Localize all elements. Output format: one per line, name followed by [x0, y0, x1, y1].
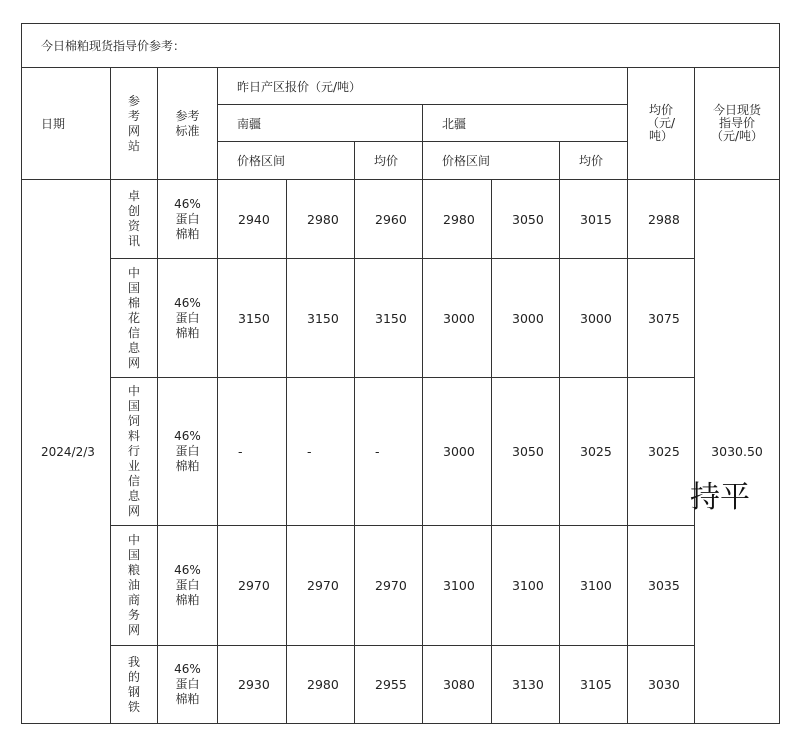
date-cell: 2024/2/3: [22, 180, 111, 724]
avg-cell: 3035: [628, 526, 695, 646]
avg-cell: 3030: [628, 646, 695, 724]
south-low-cell: 2940: [218, 180, 287, 259]
south-high-cell: 2970: [287, 526, 355, 646]
header-today-guide: 今日现货指导价（元/吨）: [695, 68, 780, 180]
south-high-cell: 3150: [287, 259, 355, 378]
table-row: [22, 259, 780, 378]
table-row: [22, 378, 780, 526]
north-high-cell: 3000: [492, 259, 560, 378]
south-avg-cell: -: [355, 378, 423, 526]
north-avg-cell: 3025: [560, 378, 628, 526]
south-low-cell: 2930: [218, 646, 287, 724]
north-avg-cell: 3000: [560, 259, 628, 378]
header-overall-avg: 均价（元/吨）: [628, 68, 695, 180]
standard-cell: 46%蛋白棉粕: [158, 526, 218, 646]
header-north: 北疆: [423, 105, 628, 142]
north-high-cell: 3130: [492, 646, 560, 724]
north-high-cell: 3050: [492, 180, 560, 259]
south-high-cell: -: [287, 378, 355, 526]
south-low-cell: 3150: [218, 259, 287, 378]
avg-cell: 3075: [628, 259, 695, 378]
south-low-cell: 2970: [218, 526, 287, 646]
standard-cell: 46%蛋白棉粕: [158, 259, 218, 378]
standard-cell: 46%蛋白棉粕: [158, 646, 218, 724]
table-title: 今日棉粕现货指导价参考：: [22, 24, 780, 68]
header-yesterday-quote: 昨日产区报价（元/吨）: [218, 68, 628, 105]
north-avg-cell: 3100: [560, 526, 628, 646]
north-low-cell: 3100: [423, 526, 492, 646]
south-low-cell: -: [218, 378, 287, 526]
header-south: 南疆: [218, 105, 423, 142]
table-row: [22, 646, 780, 724]
price-table: [21, 23, 780, 724]
site-cell: 中国粮油商务网: [111, 526, 158, 646]
standard-cell: 46%蛋白棉粕: [158, 378, 218, 526]
south-high-cell: 2980: [287, 646, 355, 724]
table-row: [22, 180, 780, 259]
header-date: 日期: [22, 68, 111, 180]
site-cell: 中国棉花信息网: [111, 259, 158, 378]
north-avg-cell: 3015: [560, 180, 628, 259]
price-table-container: [21, 23, 779, 724]
north-low-cell: 3080: [423, 646, 492, 724]
north-avg-cell: 3105: [560, 646, 628, 724]
north-high-cell: 3050: [492, 378, 560, 526]
site-cell: 我的钢铁: [111, 646, 158, 724]
south-avg-cell: 2960: [355, 180, 423, 259]
standard-cell: 46%蛋白棉粕: [158, 180, 218, 259]
header-south-range: 价格区间: [218, 142, 355, 180]
south-avg-cell: 3150: [355, 259, 423, 378]
south-avg-cell: 2970: [355, 526, 423, 646]
handwritten-note: 持平: [690, 480, 750, 515]
avg-cell: 3025: [628, 378, 695, 526]
south-avg-cell: 2955: [355, 646, 423, 724]
header-north-avg: 均价: [560, 142, 628, 180]
header-south-avg: 均价: [355, 142, 423, 180]
header-standard: 参考标准: [158, 68, 218, 180]
avg-cell: 2988: [628, 180, 695, 259]
north-low-cell: 3000: [423, 378, 492, 526]
site-cell: 卓创资讯: [111, 180, 158, 259]
north-high-cell: 3100: [492, 526, 560, 646]
north-low-cell: 3000: [423, 259, 492, 378]
header-site: 参考网站: [111, 68, 158, 180]
today-guide-value: 3030.50: [695, 180, 780, 724]
table-row: [22, 526, 780, 646]
header-north-range: 价格区间: [423, 142, 560, 180]
north-low-cell: 2980: [423, 180, 492, 259]
site-cell: 中国饲料行业信息网: [111, 378, 158, 526]
south-high-cell: 2980: [287, 180, 355, 259]
